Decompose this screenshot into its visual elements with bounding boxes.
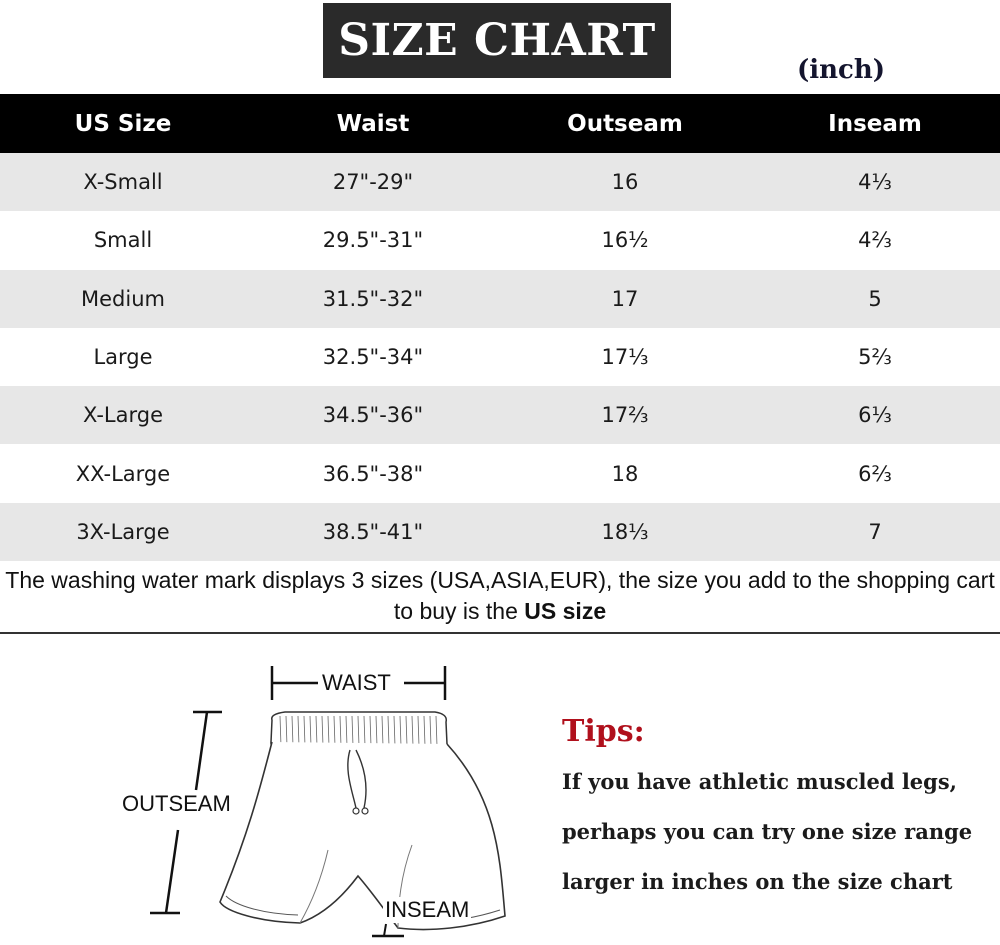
table-row	[0, 270, 1000, 328]
cell-outseam: 18	[500, 444, 750, 502]
cell-waist: 36.5"-38"	[246, 444, 500, 502]
table-row	[0, 153, 1000, 211]
waist-label: WAIST	[322, 670, 391, 695]
cell-inseam: 6⅔	[750, 444, 1000, 502]
outseam-label: OUTSEAM	[122, 791, 231, 816]
unit-label: (inch)	[796, 55, 886, 85]
table-row	[0, 444, 1000, 502]
cell-us-size: Medium	[0, 270, 246, 328]
cell-us-size: X-Small	[0, 153, 246, 211]
cell-inseam: 6⅓	[750, 386, 1000, 444]
tips-line: If you have athletic muscled legs,	[562, 769, 957, 794]
table-row	[0, 328, 1000, 386]
header-outseam: Outseam	[500, 94, 750, 153]
table-row	[0, 503, 1000, 561]
cell-waist: 27"-29"	[246, 153, 500, 211]
header-inseam: Inseam	[750, 94, 1000, 153]
cell-outseam: 17	[500, 270, 750, 328]
note-emphasis: US size	[524, 598, 607, 624]
table-header-row	[0, 94, 1000, 153]
size-table	[0, 94, 1000, 561]
cell-us-size: 3X-Large	[0, 503, 246, 561]
cell-waist: 31.5"-32"	[246, 270, 500, 328]
tips-line: perhaps you can try one size range	[562, 819, 973, 844]
tips-title: Tips:	[562, 714, 645, 749]
cell-outseam: 17⅓	[500, 328, 750, 386]
cell-inseam: 4⅔	[750, 211, 1000, 269]
cell-outseam: 16	[500, 153, 750, 211]
shorts-measurement-diagram	[0, 640, 540, 945]
cell-outseam: 17⅔	[500, 386, 750, 444]
cell-outseam: 16½	[500, 211, 750, 269]
cell-waist: 29.5"-31"	[246, 211, 500, 269]
inseam-label: INSEAM	[385, 897, 470, 922]
cell-us-size: Small	[0, 211, 246, 269]
cell-us-size: X-Large	[0, 386, 246, 444]
cell-us-size: Large	[0, 328, 246, 386]
cell-waist: 38.5"-41"	[246, 503, 500, 561]
cell-outseam: 18⅓	[500, 503, 750, 561]
header-us-size: US Size	[0, 94, 246, 153]
section-divider	[0, 632, 1000, 634]
size-chart-title: SIZE CHART	[323, 3, 671, 78]
cell-inseam: 5⅔	[750, 328, 1000, 386]
size-note	[0, 565, 1000, 627]
cell-inseam: 5	[750, 270, 1000, 328]
table-row	[0, 386, 1000, 444]
header-waist: Waist	[246, 94, 500, 153]
cell-us-size: XX-Large	[0, 444, 246, 502]
table-row	[0, 211, 1000, 269]
note-text: The washing water mark displays 3 sizes (USA,ASIA,EUR), the size you add to the shopping cart to buy is the	[5, 567, 995, 624]
tips-line: larger in inches on the size chart	[562, 869, 953, 894]
cell-waist: 32.5"-34"	[246, 328, 500, 386]
cell-inseam: 4⅓	[750, 153, 1000, 211]
cell-waist: 34.5"-36"	[246, 386, 500, 444]
cell-inseam: 7	[750, 503, 1000, 561]
